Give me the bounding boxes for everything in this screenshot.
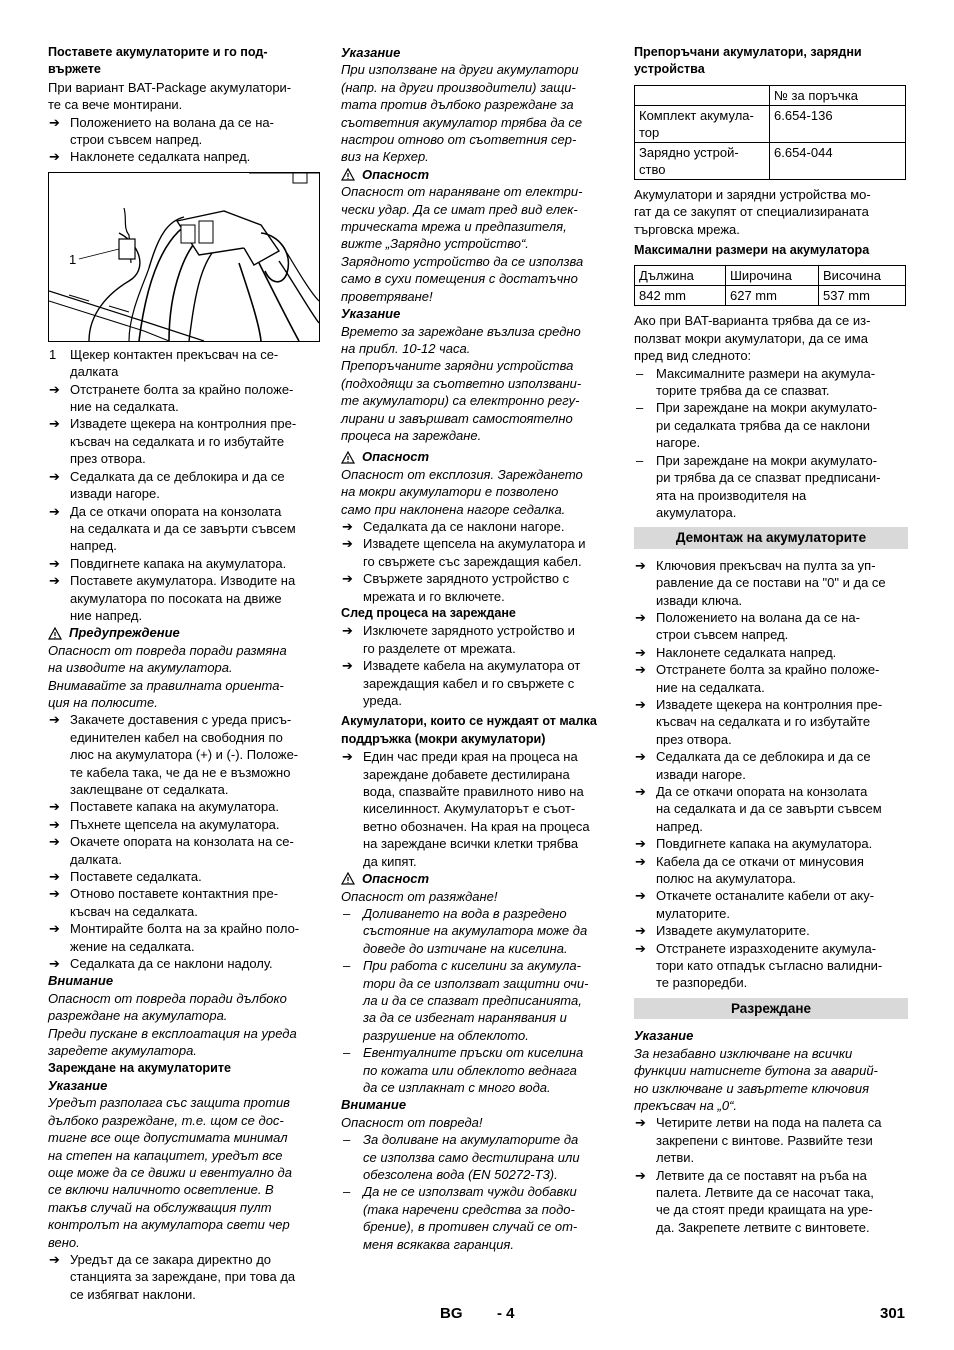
- attention2-text: Опасност от повреда!: [341, 1114, 483, 1130]
- attention-text: Опасност от повреда поради дълбоко разреждане на акумулатора. Преди пускане в експлоатация на уреда заредете акумулатора.: [48, 990, 297, 1059]
- table-header-cell: № за поръчка: [770, 85, 906, 105]
- dash-list-item: – Да не се използват чужди добавки (така наречени средства за подо- брение), в противен случай се от- меня всякаква гаранция.: [341, 1183, 613, 1253]
- note2-heading: Указание: [341, 306, 401, 322]
- table-header-cell: Дължина: [635, 266, 726, 286]
- steps-list-charge: [341, 518, 613, 605]
- instruction-step: ➔ Четирите летви на пода на палета са закрепени с винтове. Развийте тези летви.: [634, 1114, 908, 1166]
- footer-page-number: 301: [880, 1305, 906, 1322]
- section-title-recommended: Препоръчани акумулатори, зарядни устройства: [634, 45, 862, 77]
- instruction-step: ➔ Седалката да се деблокира и да се извади нагоре.: [634, 748, 908, 783]
- table-cell: Комплект акумула- тор: [635, 105, 770, 142]
- instruction-step: ➔ Наклонете седалката напред.: [634, 644, 908, 661]
- instruction-step: ➔ Положението на волана да се на- строи съвсем напред.: [48, 114, 320, 149]
- attention2-heading: Внимание: [341, 1097, 407, 1113]
- danger3-text: Опасност от разяждане!: [341, 888, 498, 904]
- section-title-after-charging: След процеса на зареждане: [341, 606, 516, 620]
- intro-paragraph: При вариант BAT-Package акумулатори- те са вече монтирани.: [48, 79, 292, 113]
- steps-list-b: [48, 381, 320, 625]
- steps-list-unloading: [634, 1114, 908, 1236]
- warning-triangle-icon: [48, 627, 62, 640]
- caption-number: 1: [49, 346, 57, 362]
- table-header-cell: Височина: [819, 266, 906, 286]
- instruction-step: ➔ Извадете щекера на контролния пре- късвач на седалката и го избутайте през отвора.: [634, 696, 908, 748]
- column-right: [634, 44, 908, 1236]
- instruction-step: ➔ Седалката да се наклони надолу.: [48, 955, 320, 972]
- section-band-unloading: Разреждане: [634, 998, 908, 1019]
- steps-list-a: [48, 114, 320, 166]
- dimensions-table: [634, 265, 906, 306]
- instruction-step: ➔ Извадете акумулаторите.: [634, 922, 908, 939]
- section-title-install: Поставете акумулаторите и го под- вържете: [48, 45, 268, 77]
- warning-title: Предупреждение: [69, 625, 180, 641]
- note1-heading: Указание: [341, 45, 401, 60]
- instruction-step: ➔ Поставете седалката.: [48, 868, 320, 885]
- footer-section-page: - 4: [497, 1305, 515, 1322]
- dash-list-water: [341, 1131, 613, 1253]
- danger1-text: Опасност от нараняване от електри- чески удар. Да се имат пред вид елек- трическата мрежа и предпазителя, вижте „Зарядно устройство“. Зарядното устройство да се използва само в сухи помещения с достатъчно проветряване!: [341, 184, 584, 304]
- instruction-step: ➔ Повдигнете капака на акумулатора.: [48, 555, 320, 572]
- table-cell: 627 mm: [726, 286, 819, 306]
- table-row: [635, 85, 906, 105]
- steps-list-wet: [341, 748, 613, 870]
- table-row: [635, 266, 906, 286]
- wet-variant-paragraph: Ако при BAT-варианта трябва да се из- ползват мокри акумулатори, да се има пред вид следното:: [634, 313, 871, 364]
- dash-list-requirements: [634, 365, 908, 522]
- dash-list-item: – Евентуалните пръски от киселина по кожата или облеклото веднага да се изплакнат с много вода.: [341, 1044, 613, 1096]
- dash-list-item: – При работа с киселини за акумула- тори да се използват защитни очи- ла и да се спазват предписанията, за да се избегнат наранявания и разрушение на облеклото.: [341, 957, 613, 1044]
- section-title-wet-batteries: Акумулатори, които се нуждаят от малка поддръжка (мокри акумулатори): [341, 714, 597, 746]
- instruction-step: ➔ Пъхнете щепсела на акумулатора.: [48, 816, 320, 833]
- instruction-step: ➔ Да се откачи опората на конзолата на седалката и да се завърти съвсем напред.: [48, 503, 320, 555]
- danger1-heading: [341, 166, 613, 183]
- instruction-step: ➔ Отстранете изразходените акумула- тори като отпадък съгласно валидни- те разпоредби.: [634, 940, 908, 992]
- table-cell: 842 mm: [635, 286, 726, 306]
- figure-callout-1: 1: [69, 251, 77, 267]
- dash-list-item: – Максималните размери на акумула- торите трябва да се спазват.: [634, 365, 908, 400]
- instruction-step: ➔ Седалката да се наклони нагоре.: [341, 518, 613, 535]
- purchase-paragraph: Акумулатори и зарядни устройства мо- гат да се закупят от специализираната търговска мрежа.: [634, 186, 871, 237]
- note3-heading: Указание: [634, 1028, 694, 1044]
- table-row: [635, 286, 906, 306]
- order-number-table: [634, 85, 906, 180]
- instruction-step: ➔ Положението на волана да се на- строи съвсем напред.: [634, 609, 908, 644]
- dash-list-acid: [341, 905, 613, 1096]
- section-title-max-dimensions: Максимални размери на акумулатора: [634, 243, 870, 258]
- table-cell: Зарядно устрой- ство: [635, 142, 770, 179]
- table-header-cell: [635, 85, 770, 105]
- dash-list-item: – При зареждане на мокри акумулато- ри трябва да се спазват предписани- ята на производителя на акумулатора.: [634, 452, 908, 522]
- instruction-step: ➔ Извадете кабела на акумулатора от зареждащия кабел и го свържете с уреда.: [341, 657, 613, 709]
- instruction-step: ➔ Повдигнете капака на акумулатора.: [634, 835, 908, 852]
- instruction-step: ➔ Монтирайте болта на за крайно поло- жение на седалката.: [48, 920, 320, 955]
- instruction-step: ➔ Да се откачи опората на конзолата на седалката и да се завърти съвсем напред.: [634, 783, 908, 835]
- danger2-heading: [341, 448, 613, 465]
- instruction-step: ➔ Кабела да се откачи от минусовия полюс на акумулатора.: [634, 853, 908, 888]
- instruction-step: ➔ Свържете зарядното устройство с мрежата и го включете.: [341, 570, 613, 605]
- instruction-step: ➔ Наклонете седалката напред.: [48, 148, 320, 165]
- instruction-step: ➔ Извадете щепсела на акумулатора и го свържете със зареждащия кабел.: [341, 535, 613, 570]
- battery-connector-figure: [48, 172, 320, 342]
- table-header-cell: Широчина: [726, 266, 819, 286]
- instruction-step: ➔ Ключовия прекъсвач на пулта за уп- равление да се постави на "0" и да се извади ключа.: [634, 557, 908, 609]
- instruction-step: ➔ Поставете акумулатора. Изводите на акумулатора по посоката на движе ние напред.: [48, 572, 320, 624]
- steps-list-removal: [634, 557, 908, 992]
- danger2-title: Опасност: [362, 449, 430, 465]
- note1-text: При използване на други акумулатори (напр. на други производители) защи- тата против дълбоко разреждане за съответния акумулатор трябва да се настрои отново от съответния сер- виз на Керхер.: [341, 62, 583, 165]
- dash-list-item: – За доливане на акумулаторите да се използва само дестилирана или обезсолена вода (EN 50272-T3).: [341, 1131, 613, 1183]
- note-heading: Указание: [48, 1077, 108, 1093]
- instruction-step: ➔ Летвите да се поставят на ръба на палета. Летвите да се насочат така, че да стоят преди краищата на уре- да. Закрепете летвите с винтовете.: [634, 1167, 908, 1237]
- warning-triangle-icon: [341, 451, 355, 464]
- instruction-step: ➔ Отново поставете контактния пре- късвач на седалката.: [48, 885, 320, 920]
- column-left: [48, 44, 320, 1303]
- footer-language: BG: [440, 1305, 463, 1322]
- table-cell: 6.654-044: [770, 142, 906, 179]
- danger2-text: Опасност от експлозия. Зареждането на мокри акумулатори е позволено само при наклонена нагоре седалка.: [341, 466, 583, 517]
- table-cell: 537 mm: [819, 286, 906, 306]
- steps-list-after: [341, 622, 613, 709]
- figure-caption: [48, 346, 320, 381]
- note2-text: Времето за зареждане възлиза средно на прибл. 10-12 часа. Препоръчаните зарядни устройства (подходящи за съответно използвани- те акумулатори) са електронно регу- лирани и завършват самостоятелно процеса на зареждане.: [341, 323, 582, 443]
- instruction-step: ➔ Седалката да се деблокира и да се извади нагоре.: [48, 468, 320, 503]
- danger1-title: Опасност: [362, 166, 430, 182]
- instruction-step: ➔ Откачете останалите кабели от аку- мулаторите.: [634, 887, 908, 922]
- warning-text: Опасност от повреда поради размяна на изводите на акумулатора. Внимавайте за правилната ориента- ция на полюсите.: [48, 642, 287, 710]
- instruction-step: ➔ Окачете опората на конзолата на се- далката.: [48, 833, 320, 868]
- instruction-step: ➔ Един час преди края на процеса на зареждане добавете дестилирана вода, спазвайте правилното ниво на киселинност. Акумулаторът е съот- ветно обозначен. На края на процеса на зареждане всички клетки трябва да кипят.: [341, 748, 613, 870]
- instruction-step: ➔ Отстранете болта за крайно положе- ние на седалката.: [634, 661, 908, 696]
- warning-triangle-icon: [341, 168, 355, 181]
- section-band-removal: Демонтаж на акумулаторите: [634, 527, 908, 548]
- instruction-step: ➔ Уредът да се закара директно до станцията за зареждане, при това да се избягват наклони.: [48, 1251, 320, 1303]
- instruction-step: ➔ Поставете капака на акумулатора.: [48, 798, 320, 815]
- table-row: [635, 142, 906, 179]
- dash-list-item: – При зареждане на мокри акумулато- ри седалката трябва да се наклони нагоре.: [634, 399, 908, 451]
- steps-list-d: [48, 1251, 320, 1303]
- danger3-title: Опасност: [362, 871, 430, 887]
- caption-text: Щекер контактен прекъсвач на се- далката: [70, 346, 279, 380]
- table-row: [635, 105, 906, 142]
- warning-heading: [48, 624, 320, 641]
- dash-list-item: – Доливането на вода в разредено състояние на акумулатора може да доведе до изтичане на киселина.: [341, 905, 613, 957]
- note-text: Уредът разполага със защита против дълбоко разреждане, т.е. щом се дос- тигне все още допустимата минимал на степен на капацитет, уредът все още може да се движи и евентуално да се включи наличното осветление. В такъв случай на обслужващия пулт контролът на акумулатора свети чер вено.: [48, 1095, 292, 1250]
- section-title-charging: Зареждане на акумулаторите: [48, 1060, 232, 1075]
- instruction-step: ➔ Закачете доставения с уреда присъ- единителен кабел на свободния по люс на акумулатора (+) и (-). Положе- те кабела така, че да не е възможно заклещване от седалката.: [48, 711, 320, 798]
- note3-text: За незабавно изключване на всички функции натиснете бутона за аварий- но изключване и завъртете ключовия прекъсвач на „0“.: [634, 1045, 878, 1113]
- instruction-step: ➔ Изключете зарядното устройство и го разделете от мрежата.: [341, 622, 613, 657]
- danger3-heading: [341, 870, 613, 887]
- table-cell: 6.654-136: [770, 105, 906, 142]
- instruction-step: ➔ Извадете щекера на контролния пре- късвач на седалката и го избутайте през отвора.: [48, 415, 320, 467]
- steps-list-c: [48, 711, 320, 972]
- attention-heading: Внимание: [48, 973, 114, 989]
- column-middle: [341, 44, 613, 1253]
- connector-illustration: [49, 173, 319, 341]
- instruction-step: ➔ Отстранете болта за крайно положе- ние на седалката.: [48, 381, 320, 416]
- warning-triangle-icon: [341, 872, 355, 885]
